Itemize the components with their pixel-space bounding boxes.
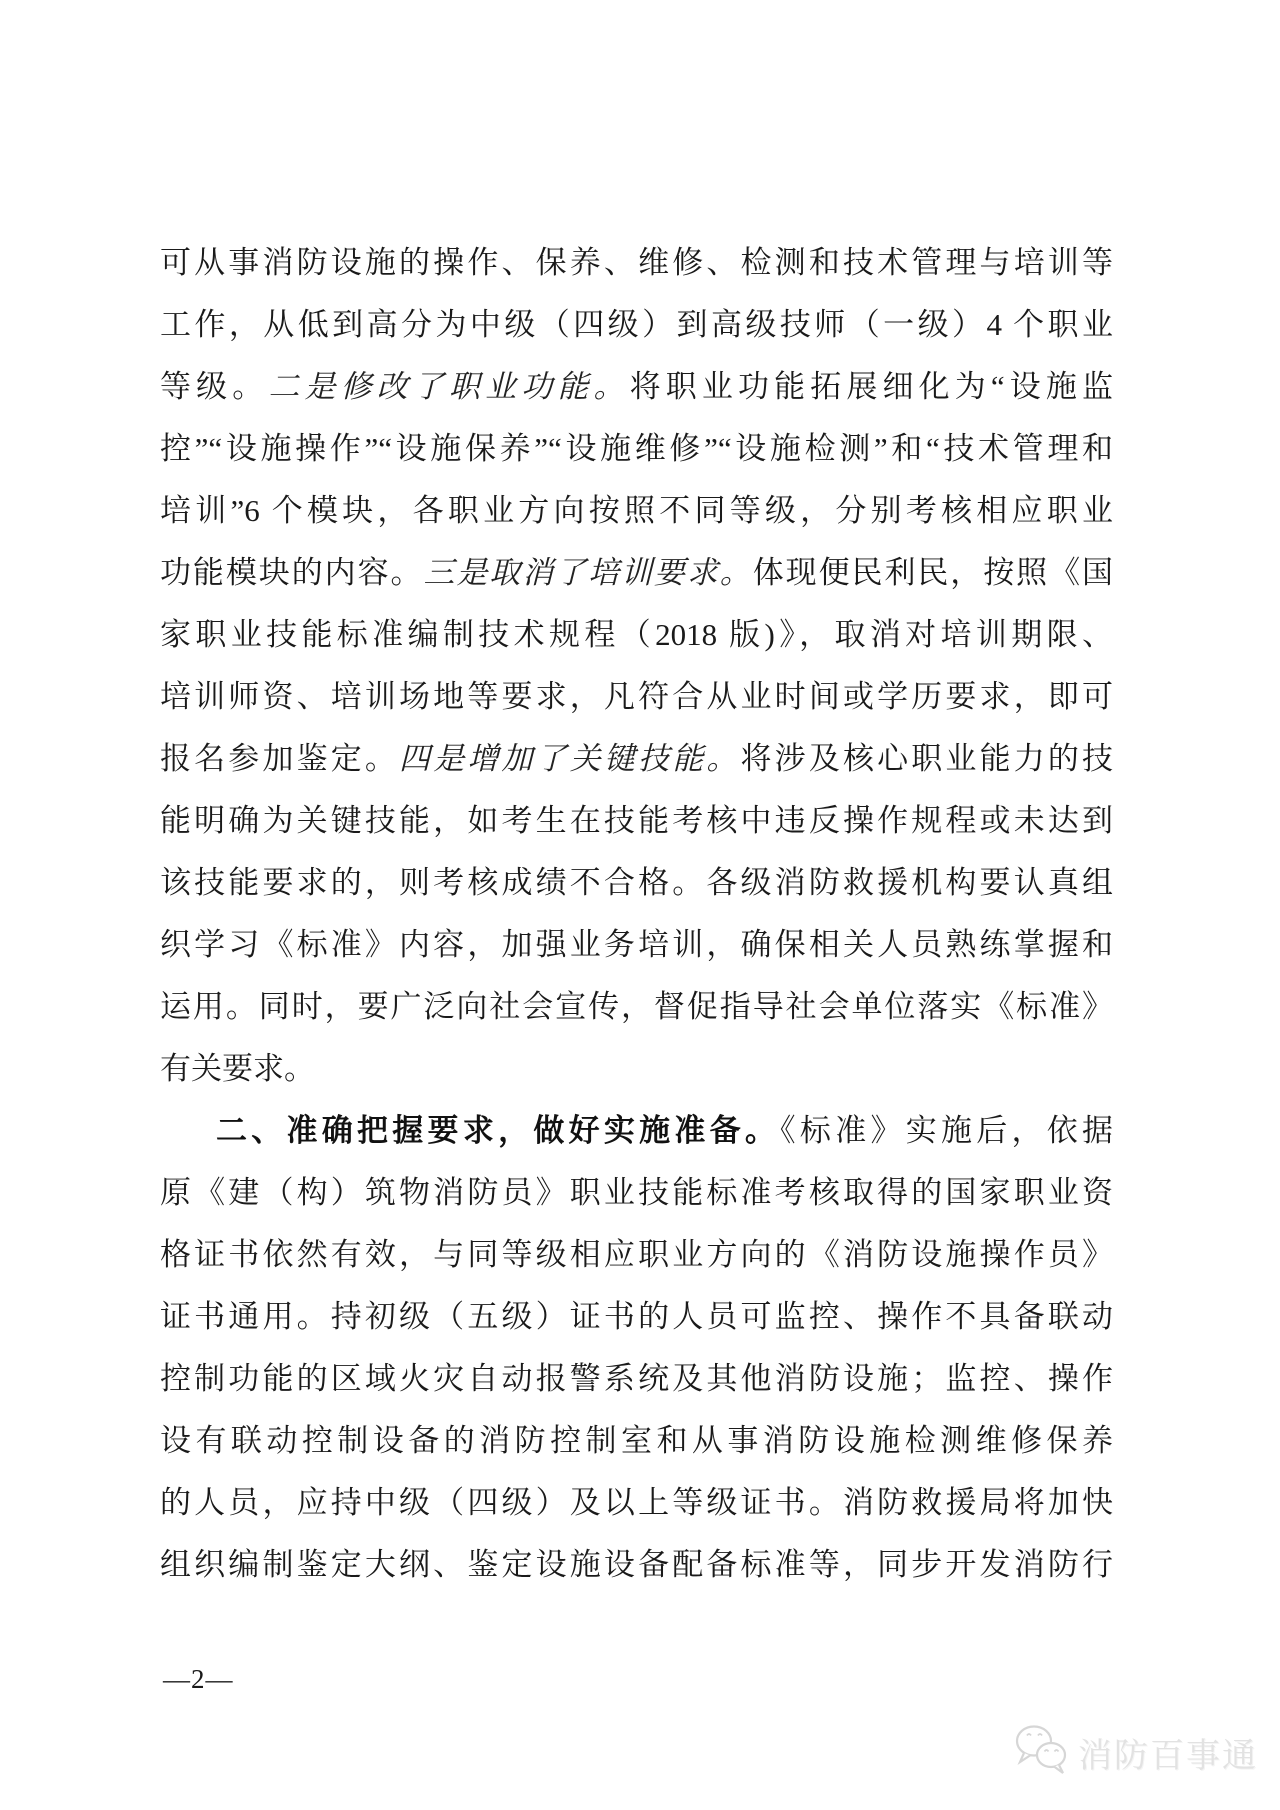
text-line	[160, 1224, 1113, 1286]
text-segment: 织学习《标准》内容，加强业务培训，确保相关人员熟练掌握和	[160, 927, 1113, 962]
text-segment: 家职业技能标准编制技术规程（2018 版)》，取消对培训期限、	[160, 617, 1113, 652]
text-segment: 控”“设施操作”“设施保养”“设施维修”“设施检测”和“技术管理和	[160, 431, 1113, 466]
text-line	[160, 1038, 1113, 1100]
text-line	[160, 1100, 1113, 1162]
text-segment: 设有联动控制设备的消防控制室和从事消防设施检测维修保养	[160, 1423, 1113, 1458]
text-line	[160, 356, 1113, 418]
text-line	[160, 604, 1113, 666]
text-line	[160, 914, 1113, 976]
text-segment: 组织编制鉴定大纲、鉴定设施设备配备标准等，同步开发消防行	[160, 1547, 1113, 1582]
text-segment: 该技能要求的，则考核成绩不合格。各级消防救援机构要认真组	[160, 865, 1113, 900]
section-heading: 二、准确把握要求，做好实施准备。	[216, 1113, 781, 1148]
page-number: —2—	[163, 1664, 234, 1694]
text-segment: 原《建（构）筑物消防员》职业技能标准考核取得的国家职业资	[160, 1175, 1113, 1210]
text-line	[160, 790, 1113, 852]
text-segment: 培训师资、培训场地等要求，凡符合从业时间或学历要求，即可	[160, 679, 1113, 714]
text-segment: 三是取消了培训要求。	[423, 555, 753, 590]
text-line	[160, 1534, 1113, 1596]
text-line	[160, 294, 1113, 356]
text-line	[160, 1286, 1113, 1348]
text-segment: 的人员，应持中级（四级）及以上等级证书。消防救援局将加快	[160, 1485, 1113, 1520]
text-segment: 证书通用。持初级（五级）证书的人员可监控、操作不具备联动	[160, 1299, 1113, 1334]
text-segment: 有关要求。	[160, 1051, 315, 1086]
text-line	[160, 418, 1113, 480]
text-segment: 将职业功能拓展细化为“设施监	[629, 369, 1113, 404]
text-line	[160, 852, 1113, 914]
text-segment: 报名参加鉴定。	[160, 741, 400, 776]
wechat-chat-bubbles-icon	[1012, 1722, 1072, 1783]
text-segment: 格证书依然有效，与同等级相应职业方向的《消防设施操作员》	[160, 1237, 1113, 1272]
text-line	[160, 480, 1113, 542]
text-segment: 功能模块的内容。	[160, 555, 424, 590]
text-segment: 运用。同时，要广泛向社会宣传，督促指导社会单位落实《标准》	[160, 989, 1113, 1024]
text-line	[160, 666, 1113, 728]
text-line	[160, 232, 1113, 294]
text-segment: 培训”6 个模块，各职业方向按照不同等级，分别考核相应职业	[160, 493, 1113, 528]
text-segment: 可从事消防设施的操作、保养、维修、检测和技术管理与培训等	[160, 245, 1113, 280]
text-line	[160, 1162, 1113, 1224]
text-segment: 四是增加了关键技能。	[399, 741, 741, 776]
text-segment: 体现便民利民，按照《国	[752, 555, 1113, 590]
text-segment: 《标准》实施后，依据	[780, 1113, 1113, 1148]
text-line	[160, 542, 1113, 604]
text-line	[160, 728, 1113, 790]
text-segment: 二是修改了职业功能。	[268, 369, 630, 404]
text-line	[160, 1348, 1113, 1410]
text-line	[160, 1472, 1113, 1534]
text-segment: 将涉及核心职业能力的技	[740, 741, 1113, 776]
document-body	[160, 232, 1113, 1596]
text-segment: 能明确为关键技能，如考生在技能考核中违反操作规程或未达到	[160, 803, 1113, 838]
text-line	[160, 976, 1113, 1038]
watermark	[1012, 1722, 1258, 1783]
text-line	[160, 1410, 1113, 1472]
text-segment: 工作，从低到高分为中级（四级）到高级技师（一级）4 个职业	[160, 307, 1113, 342]
text-segment: 控制功能的区域火灾自动报警系统及其他消防设施；监控、操作	[160, 1361, 1113, 1396]
text-segment: 等级。	[160, 369, 269, 404]
watermark-text: 消防百事通	[1078, 1737, 1258, 1775]
